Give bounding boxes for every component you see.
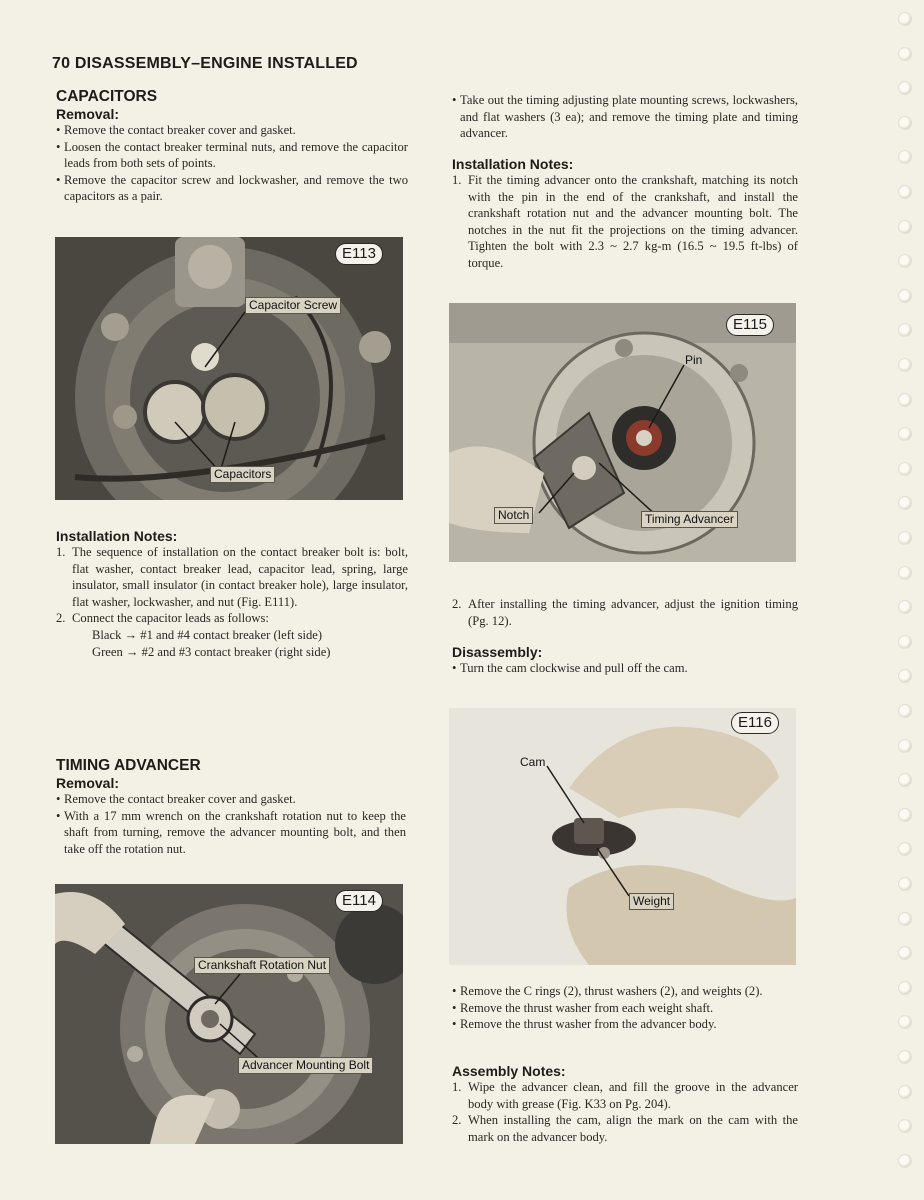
- capacitors-section: [56, 88, 408, 205]
- timing-removal-continued: [452, 92, 798, 142]
- binder-hole: [898, 254, 912, 268]
- capacitors-removal-item: • Remove the contact breaker cover and gasket.: [56, 122, 408, 139]
- e114-advancer-bolt-label: Advancer Mounting Bolt: [238, 1057, 373, 1074]
- binder-hole: [898, 12, 912, 26]
- binder-hole: [898, 47, 912, 61]
- timing-install-item-2-block: [452, 596, 798, 629]
- binder-hole: [898, 150, 912, 164]
- capacitors-install-item-2: [56, 610, 408, 627]
- e114-photo: [55, 884, 403, 1144]
- binder-hole: [898, 808, 912, 822]
- disassembly-title: Disassembly:: [452, 644, 543, 660]
- binder-hole: [898, 635, 912, 649]
- e113-capacitors-label: Capacitors: [210, 466, 275, 483]
- e115-pin-label: Pin: [685, 353, 703, 367]
- binder-hole: [898, 185, 912, 199]
- binder-hole: [898, 946, 912, 960]
- e114-figure-tag: E114: [335, 890, 383, 912]
- timing-advancer-section: [56, 757, 406, 857]
- e116-figure-tag: E116: [731, 712, 779, 734]
- item-text: Connect the capacitor leads as follows:: [72, 611, 269, 626]
- item-text: When installing the cam, align the mark on the cam with the mark on the advancer body.: [468, 1113, 798, 1144]
- assembly-title: Assembly Notes:: [452, 1063, 566, 1079]
- binder-hole: [898, 739, 912, 753]
- binder-hole: [898, 773, 912, 787]
- binder-hole: [898, 842, 912, 856]
- timing-removal-continued-item: • Take out the timing adjusting plate mounting screws, lockwashers, and flat washers (3 ea); and remove the timing plate and timing advancer.: [452, 92, 798, 142]
- binder-hole: [898, 1154, 912, 1168]
- e115-timing-advancer-label: Timing Advancer: [641, 511, 738, 528]
- binder-hole: [898, 358, 912, 372]
- capacitors-install-title: Installation Notes:: [56, 528, 178, 544]
- binder-hole: [898, 531, 912, 545]
- figure-e114: [55, 884, 403, 1144]
- binder-hole: [898, 877, 912, 891]
- timing-install-item-2: [452, 596, 798, 629]
- binder-hole: [898, 116, 912, 130]
- timing-install-title: Installation Notes:: [452, 156, 574, 172]
- binder-hole: [898, 323, 912, 337]
- figure-e115: [449, 303, 796, 562]
- timing-advancer-title: TIMING ADVANCER: [56, 757, 201, 774]
- timing-removal-item: • Remove the contact breaker cover and gasket.: [56, 791, 406, 808]
- timing-removal-title: Removal:: [56, 775, 120, 791]
- capacitors-removal-item: • Loosen the contact breaker terminal nuts, and remove the capacitor leads from both sets of points.: [56, 139, 408, 172]
- binder-hole: [898, 704, 912, 718]
- figure-e116: [449, 708, 796, 965]
- e113-photo: [55, 237, 403, 500]
- e116-weight-label: Weight: [629, 893, 674, 910]
- binder-hole: [898, 81, 912, 95]
- item-text: The sequence of installation on the contact breaker bolt is: bolt, flat washer, contact breaker lead, capacitor lead, spring, large insulator, small insulator (in contact breaker hole), large insulator, flat washer, lockwasher, and nut (Fig. E111).: [72, 545, 408, 609]
- advancer-removal-steps: [452, 983, 798, 1033]
- timing-installation-notes: [452, 156, 798, 272]
- e116-cam-label: Cam: [520, 755, 546, 769]
- e113-figure-tag: E113: [335, 243, 383, 265]
- binder-hole: [898, 600, 912, 614]
- binder-hole: [898, 496, 912, 510]
- advancer-removal-item: • Remove the thrust washer from each weight shaft.: [452, 1000, 798, 1017]
- item-text: After installing the timing advancer, adjust the ignition timing (Pg. 12).: [468, 597, 798, 628]
- item-number: 2.: [452, 1113, 462, 1128]
- e115-figure-tag: E115: [726, 314, 774, 336]
- item-number: 1.: [56, 545, 66, 559]
- binder-hole: [898, 1119, 912, 1133]
- e114-crankshaft-nut-label: Crankshaft Rotation Nut: [194, 957, 330, 974]
- black-lead-line: Black → #1 and #4 contact breaker (left side): [92, 627, 323, 642]
- binder-hole: [898, 566, 912, 580]
- item-number: 2.: [452, 597, 462, 611]
- disassembly-item: • Turn the cam clockwise and pull off the cam.: [452, 660, 798, 677]
- item-number: 1.: [452, 1080, 462, 1094]
- binder-hole: [898, 981, 912, 995]
- advancer-removal-item: • Remove the thrust washer from the advancer body.: [452, 1016, 798, 1033]
- binder-hole: [898, 289, 912, 303]
- assembly-notes: [452, 1063, 798, 1145]
- timing-install-item-1: [452, 172, 798, 272]
- e113-capacitor-screw-label: Capacitor Screw: [245, 297, 341, 314]
- figure-e113: [55, 237, 403, 500]
- timing-removal-item: • With a 17 mm wrench on the crankshaft rotation nut to keep the shaft from turning, remove the advancer mounting bolt, and then take off the rotation nut.: [56, 808, 406, 858]
- binder-hole: [898, 1015, 912, 1029]
- binder-hole: [898, 912, 912, 926]
- binder-hole: [898, 462, 912, 476]
- capacitors-title: CAPACITORS: [56, 88, 158, 105]
- advancer-removal-item: • Remove the C rings (2), thrust washers (2), and weights (2).: [452, 983, 798, 1000]
- item-number: 2.: [56, 611, 66, 626]
- item-text: Fit the timing advancer onto the crankshaft, matching its notch with the pin in the end of the crankshaft, and install the crankshaft rotation nut and the advancer mounting bolt. The notches in the nut fit the projections on the timing advancer. Tighten the bolt with 2.3 ~ 2.7 kg-m (16.5 ~ 19.5 ft-lbs) of torque.: [468, 173, 798, 270]
- binder-hole: [898, 669, 912, 683]
- page-header: 70 DISASSEMBLY–ENGINE INSTALLED: [52, 55, 358, 72]
- binder-holes: [884, 0, 924, 1200]
- binder-hole: [898, 1050, 912, 1064]
- item-number: 1.: [452, 173, 462, 187]
- assembly-item-2: [452, 1112, 798, 1145]
- capacitors-removal-title: Removal:: [56, 106, 120, 122]
- capacitors-install-item-1: [56, 544, 408, 610]
- binder-hole: [898, 393, 912, 407]
- green-lead-line: Green → #2 and #3 contact breaker (right side): [92, 644, 331, 659]
- binder-hole: [898, 1085, 912, 1099]
- assembly-item-1: [452, 1079, 798, 1112]
- capacitors-removal-item: • Remove the capacitor screw and lockwasher, and remove the two capacitors as a pair.: [56, 172, 408, 205]
- binder-hole: [898, 427, 912, 441]
- e115-notch-label: Notch: [494, 507, 533, 524]
- item-text: Wipe the advancer clean, and fill the groove in the advancer body with grease (Fig. K33 on Pg. 204).: [468, 1080, 798, 1111]
- binder-hole: [898, 220, 912, 234]
- disassembly-section: [452, 644, 798, 677]
- e116-photo: [449, 708, 796, 965]
- capacitors-installation-notes: [56, 528, 408, 660]
